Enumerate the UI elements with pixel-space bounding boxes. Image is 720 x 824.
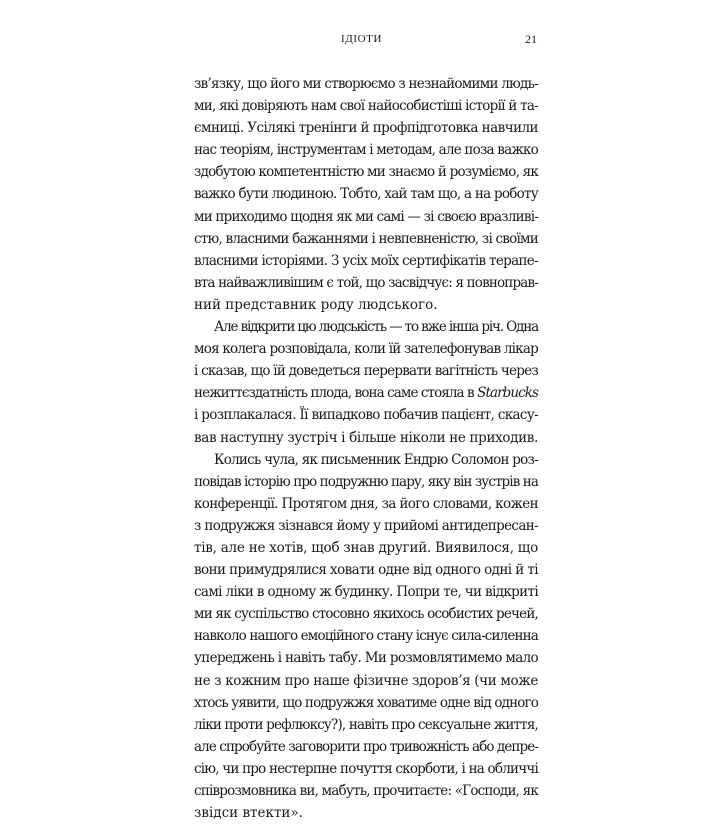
text-line: ємниці. Усілякі тренінги й профпідготовка навчили [194, 120, 539, 137]
text-line: ми, які довіряють нам свої найособистіші історії й та- [194, 98, 538, 115]
text-line: співрозмовника ви, мабуть, прочитаєте: «Господи, як [194, 783, 538, 799]
text-line: вав наступну зустріч і більше ніколи не приходив. [194, 429, 539, 446]
text-line: ний представник роду людського. [194, 296, 438, 313]
italic-brand-name: Starbucks [477, 385, 539, 402]
body-text [194, 73, 538, 824]
text-line: не з кожним про наше фізичне здоров’я (чи може [194, 672, 539, 689]
text-line: стю, власними бажаннями і невпевненістю, зі своїми [194, 230, 539, 247]
text-line: ліки проти рефлюксу?), навіть про сексуальне життя, [194, 716, 538, 733]
text-line: і розплакалася. Її випадково побачив пацієнт, скасу- [194, 407, 538, 424]
text-line: звідси втекти». [194, 805, 303, 822]
text-line: Колись чула, як письменник Ендрю Соломон роз- [214, 451, 538, 468]
text-line: здобутою компетентністю ми знаємо й розуміємо, як [194, 164, 539, 181]
text-line: навколо нашого емоційного стану існує сила-силенна [194, 628, 538, 645]
text-line: вони примудрялися ховати одне від одного одні й ті [194, 562, 538, 579]
page-number: 21 [525, 32, 537, 46]
text-line: важко бути людиною. Тобто, хай там що, а на роботу [194, 186, 538, 203]
text-line: ми приходимо щодня як ми самі — зі своєю вразливі- [194, 208, 538, 225]
text-line: ми як суспільство стосовно якихось особистих речей, [194, 606, 539, 623]
paragraph-3 [194, 449, 538, 824]
text-line: з подружжя зізнався йому у прийомі антидепресан- [194, 517, 539, 534]
text-line: зв’язку, що його ми створюємо з незнайомими людь- [194, 76, 538, 92]
text-line-with-italic [194, 382, 538, 404]
text-line: хтось уявити, що подружжя ховатиме одне від одного [194, 694, 539, 711]
text-line: сію, чи про нестерпне почуття скорботи, і на обличчі [194, 760, 538, 777]
text-line: власними історіями. З усіх моїх сертифікатів терапе- [194, 252, 538, 269]
paragraph-1 [194, 73, 538, 316]
text-line: вта найважливішим є той, що засвідчує: я повноправ- [194, 274, 539, 291]
text-line: упереджень і навіть табу. Ми розмовлятимемо мало [194, 650, 538, 667]
text-line: нас теоріям, інструментам і методам, але поза важко [194, 142, 538, 159]
text-fragment: нежиттєздатність плода, вона саме стояла в [194, 385, 478, 402]
text-line: але спробуйте заговорити про тривожність або депре- [194, 738, 538, 755]
running-head-title: ІДІОТИ [341, 33, 383, 45]
text-line: моя колега розповідала, коли їй зателефонував лікар [194, 341, 538, 358]
text-line: повідав історію про подружню пару, яку він зустрів на [194, 473, 538, 490]
text-line: конференції. Протягом дня, за його словами, кожен [194, 495, 538, 512]
text-line: самі ліки в одному ж будинку. Попри те, чи відкриті [194, 584, 539, 601]
text-line: тів, але не хотів, щоб знав другий. Виявилося, що [194, 539, 538, 556]
text-line: Але відкрити цю людськість — то вже інша річ. Одна [214, 319, 538, 336]
paragraph-2 [194, 316, 538, 449]
text-line: і сказав, що їй доведеться перервати вагітність через [194, 363, 538, 380]
